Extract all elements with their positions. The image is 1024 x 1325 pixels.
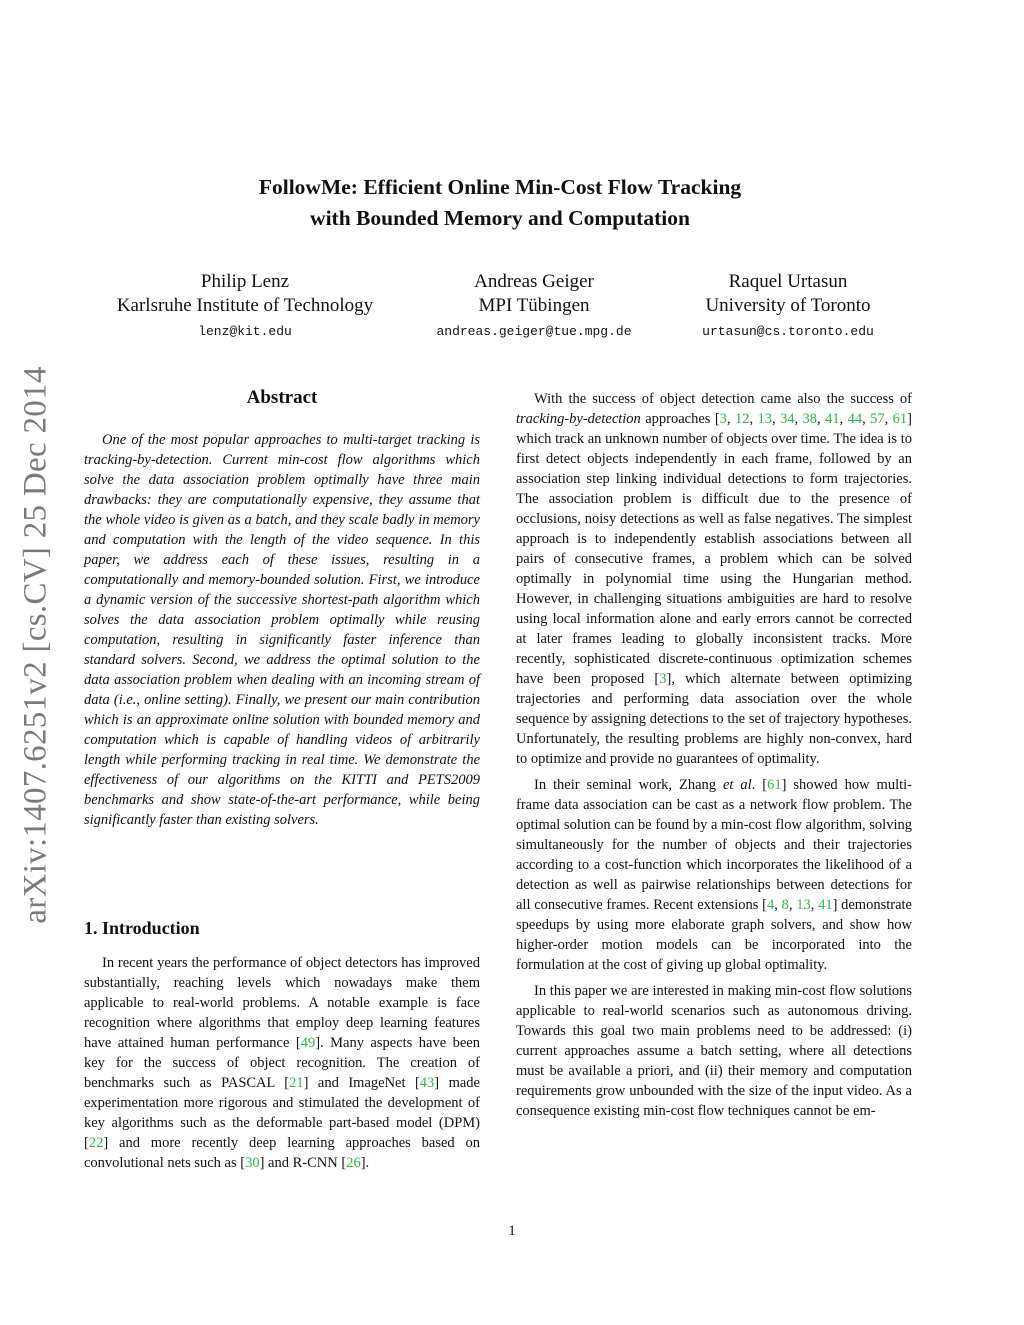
author-1 bbox=[100, 270, 390, 341]
citation-link[interactable]: 26 bbox=[346, 1155, 361, 1171]
citation-link[interactable]: 8 bbox=[781, 897, 789, 913]
author-name: Raquel Urtasun bbox=[728, 271, 848, 292]
citation-link[interactable]: 61 bbox=[892, 411, 908, 427]
citation-link[interactable]: 57 bbox=[870, 411, 885, 427]
text-run: ]. bbox=[360, 1155, 370, 1171]
introduction-heading: 1. Introduction bbox=[84, 918, 200, 938]
text-run: , bbox=[771, 411, 781, 427]
citation-link[interactable]: 21 bbox=[289, 1075, 304, 1091]
text-run: ] demonstrate speedups by using more elaborate graph solvers, and show how higher-order motion models can be incorporated into the formulation at the cost of giving up global optimality. bbox=[516, 897, 912, 973]
abstract-heading: Abstract bbox=[246, 387, 318, 408]
text-run: ] which track an unknown number of objects over time. The idea is to first detect objects independently in each frame, followed by an association step linking individual detections to form trajectories. The association problem is difficult due to the presence of occlusions, noisy detections as well as false negatives. The simplest approach is to independently establish associations between all pairs of consecutive frames, a problem which can be solved optimally in polynomial time using the Hungarian method. However, in challenging situations ambiguities are hard to resolve using local information alone and early errors cannot be corrected at later frames leading to globally inconsistent tracks. More recently, sophisticated discrete-continuous optimization schemes have been proposed [ bbox=[516, 411, 913, 687]
text-run: ] made experimentation more rigorous and stimulated the development of key algorithms such as the deformable part-based model (DPM) [ bbox=[84, 1075, 480, 1151]
citation-link[interactable]: 49 bbox=[300, 1035, 316, 1051]
text-run: , bbox=[810, 897, 819, 913]
author-name: Andreas Geiger bbox=[474, 271, 594, 292]
citation-link[interactable]: 3 bbox=[659, 671, 667, 687]
author-email: andreas.geiger@tue.mpg.de bbox=[436, 324, 632, 339]
text-run: ], which alternate between optimizing trajectories and performing data association over the whole sequence by assigning detections to the set of trajectory hypotheses. Unfortunately, the resulting problems are highly non-convex, hard to optimize and provide no guarantees of optimality. bbox=[516, 671, 913, 767]
text-run: , bbox=[788, 897, 797, 913]
paper-title bbox=[110, 172, 890, 234]
citation-link[interactable]: 38 bbox=[802, 411, 818, 427]
arxiv-id: arXiv:1407.6251v2 [cs.CV] 25 Dec 2014 bbox=[17, 366, 54, 924]
right-column bbox=[516, 389, 912, 1121]
text-run: , bbox=[862, 411, 871, 427]
citation-link[interactable]: 41 bbox=[818, 897, 833, 913]
right-paragraph-3 bbox=[516, 981, 912, 1121]
title-line-1: FollowMe: Efficient Online Min-Cost Flow Tracking bbox=[258, 175, 742, 199]
abstract-section bbox=[84, 386, 480, 830]
author-3 bbox=[676, 270, 900, 341]
author-2 bbox=[404, 270, 664, 341]
text-run: approaches [ bbox=[640, 411, 720, 427]
citation-link[interactable]: 61 bbox=[767, 777, 782, 793]
title-line-2: with Bounded Memory and Computation bbox=[310, 206, 690, 230]
text-run: ] and R-CNN [ bbox=[259, 1155, 347, 1171]
author-affiliation: Karlsruhe Institute of Technology bbox=[116, 295, 374, 316]
text-run: . [ bbox=[751, 777, 768, 793]
author-email: urtasun@cs.toronto.edu bbox=[702, 324, 874, 339]
author-affiliation: University of Toronto bbox=[705, 295, 871, 316]
introduction-section bbox=[84, 916, 480, 1173]
citation-link[interactable]: 13 bbox=[757, 411, 772, 427]
author-name: Philip Lenz bbox=[200, 271, 290, 292]
text-run: With the success of object detection came also the success of bbox=[534, 391, 912, 407]
text-run: ] and more recently deep learning approaches based on convolutional nets such as [ bbox=[84, 1135, 480, 1171]
citation-link[interactable]: 44 bbox=[847, 411, 863, 427]
citation-link[interactable]: 13 bbox=[796, 897, 811, 913]
text-run: , bbox=[726, 411, 735, 427]
text-run: In this paper we are interested in making min-cost flow solutions applicable to real-world scenarios such as autonomous driving. Towards this goal two main problems need to be addressed: (i) current approaches assume a batch setting, where all detections must be available a priori, and (ii) their memory and computation requirements grow unbounded with the size of the input video. As a consequence existing min-cost flow techniques cannot be em- bbox=[516, 983, 912, 1119]
emphasis-text: tracking-by-detection bbox=[516, 411, 641, 427]
citation-link[interactable]: 41 bbox=[825, 411, 840, 427]
text-run: , bbox=[774, 897, 782, 913]
citation-link[interactable]: 34 bbox=[780, 411, 795, 427]
citation-link[interactable]: 3 bbox=[719, 411, 727, 427]
text-run: , bbox=[794, 411, 803, 427]
introduction-paragraph-1 bbox=[84, 953, 480, 1173]
author-email: lenz@kit.edu bbox=[198, 324, 292, 339]
text-run: , bbox=[749, 411, 758, 427]
text-run: , bbox=[839, 411, 848, 427]
text-run: In recent years the performance of object detectors has improved substantially, reaching levels which nowadays make them applicable to real-world problems. A notable example is face recognition where algorithms that employ deep learning features have attained human performance [ bbox=[84, 955, 480, 1051]
text-run: ]. Many aspects have been key for the success of object recognition. The creation of benchmarks such as PASCAL [ bbox=[84, 1035, 480, 1091]
text-run: ] and ImageNet [ bbox=[303, 1075, 420, 1091]
arxiv-stamp bbox=[12, 360, 60, 930]
text-run: In their seminal work, Zhang bbox=[534, 777, 723, 793]
text-run: , bbox=[884, 411, 893, 427]
right-paragraph-1 bbox=[516, 389, 912, 769]
citation-link[interactable]: 43 bbox=[419, 1075, 435, 1091]
citation-link[interactable]: 30 bbox=[245, 1155, 260, 1171]
text-run: ] showed how multi-frame data association can be cast as a network flow problem. The optimal solution can be found by a min-cost flow algorithm, solving simultaneously for the number of objects and their trajectories according to a cost-function which incorporates the likelihood of a detection as well as pairwise relationships between detections for all consecutive frames. Recent extensions [ bbox=[516, 777, 912, 913]
emphasis-text: et al bbox=[722, 777, 752, 793]
right-paragraph-2 bbox=[516, 775, 912, 975]
author-affiliation: MPI Tübingen bbox=[478, 295, 590, 316]
text-run: , bbox=[817, 411, 826, 427]
citation-link[interactable]: 12 bbox=[734, 411, 750, 427]
citation-link[interactable]: 4 bbox=[766, 897, 775, 913]
citation-link[interactable]: 22 bbox=[88, 1135, 104, 1151]
abstract-text: One of the most popular approaches to multi-target tracking is tracking-by-detection. Current min-cost flow algorithms which solve the data association problem optimally have three main drawbacks: they are computationally expensive, they assume that the whole video is given as a batch, and they scale badly in memory and computation with the length of the video sequence. In this paper, we address each of these issues, resulting in a computationally and memory-bounded solution. First, we introduce a dynamic version of the successive shortest-path algorithm which solves the data association problem optimally while reusing computation, resulting in significantly faster inference than standard solvers. Second, we address the optimal solution to the data association problem when dealing with an incoming stream of data (i.e., online setting). Finally, we present our main contribution which is an approximate online solution with bounded memory and computation which is capable of handling videos of arbitrarily length while performing tracking in real time. We demonstrate the effectiveness of our algorithms on the KITTI and PETS2009 benchmarks and show state-of-the-art performance, while being significantly faster than existing solvers. bbox=[84, 432, 480, 828]
page-number: 1 bbox=[508, 1223, 516, 1239]
